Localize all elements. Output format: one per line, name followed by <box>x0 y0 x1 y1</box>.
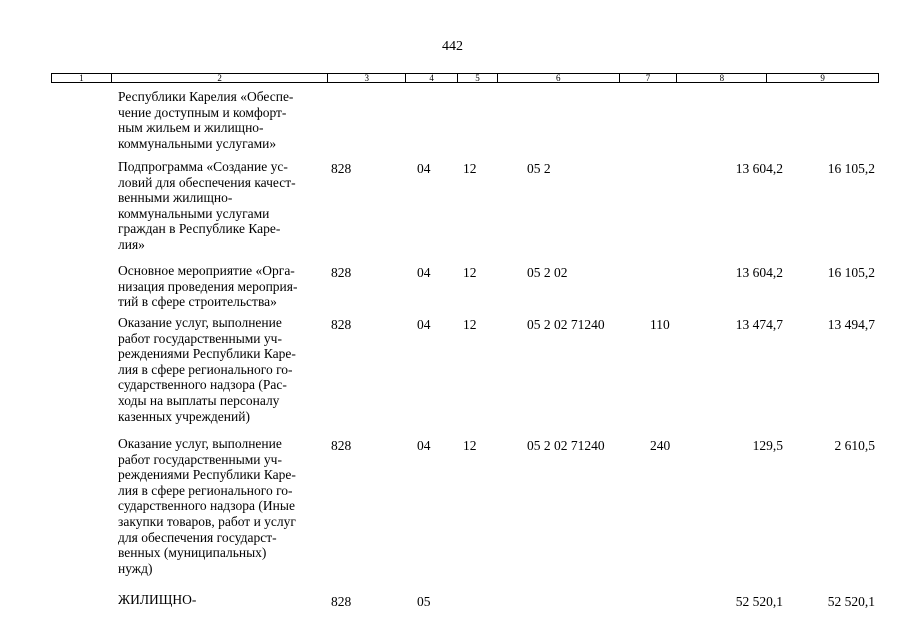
header-col-7: 7 <box>619 74 677 82</box>
row-description: Основное мероприятие «Орга- низация проведения мероприя- тий в сфере строительства» <box>118 263 298 310</box>
row-cell-c8: 129,5 <box>752 438 783 453</box>
header-col-8: 8 <box>676 74 766 82</box>
table-header-numbering <box>51 73 879 83</box>
row-description: Подпрограмма «Создание ус- ловий для обеспечения качест- венными жилищно- коммунальными услугами граждан в Республике Каре- лия» <box>118 159 296 252</box>
row-cell-c3: 828 <box>331 594 352 609</box>
row-cell-c4: 04 <box>417 438 431 453</box>
row-cell-c5: 12 <box>463 317 477 332</box>
header-col-4: 4 <box>405 74 457 82</box>
row-cell-c6: 05 2 <box>527 161 551 176</box>
header-col-9: 9 <box>766 74 878 82</box>
row-cell-c5: 12 <box>463 265 477 280</box>
row-cell-c5: 12 <box>463 438 477 453</box>
row-cell-c3: 828 <box>331 265 352 280</box>
row-cell-c8: 13 604,2 <box>735 265 783 280</box>
header-col-3: 3 <box>327 74 405 82</box>
row-description: Республики Карелия «Обеспе- чение доступным и комфорт- ным жильем и жилищно- коммунальными услугами» <box>118 89 294 151</box>
row-cell-c4: 04 <box>417 161 431 176</box>
row-description: Оказание услуг, выполнение работ государственными уч- реждениями Республики Каре- лия в сфере регионального го- сударственного надзора (Рас- ходы на выплаты персоналу казенных учреждений) <box>118 315 296 424</box>
row-cell-c6: 05 2 02 71240 <box>527 438 605 453</box>
row-cell-c9: 13 494,7 <box>827 317 875 332</box>
row-cell-c9: 16 105,2 <box>827 161 875 176</box>
row-cell-c4: 04 <box>417 317 431 332</box>
header-col-5: 5 <box>457 74 497 82</box>
row-cell-c8: 52 520,1 <box>735 594 783 609</box>
header-col-1: 1 <box>79 73 84 83</box>
row-cell-c3: 828 <box>331 438 352 453</box>
header-col-6: 6 <box>497 74 619 82</box>
row-cell-c4: 05 <box>417 594 431 609</box>
row-cell-c5: 12 <box>463 161 477 176</box>
row-cell-c6: 05 2 02 71240 <box>527 317 605 332</box>
row-cell-c6: 05 2 02 <box>527 265 568 280</box>
row-description: ЖИЛИЩНО- <box>118 592 197 607</box>
row-cell-c8: 13 604,2 <box>735 161 783 176</box>
row-cell-c9: 2 610,5 <box>834 438 875 453</box>
row-description: Оказание услуг, выполнение работ государственными уч- реждениями Республики Каре- лия в сфере регионального го- сударственного надзора (Иные закупки товаров, работ и услуг для обеспечения государст- венных (муниципальных) нужд) <box>118 436 296 576</box>
row-cell-c8: 13 474,7 <box>735 317 783 332</box>
row-cell-c7: 110 <box>650 317 670 332</box>
row-cell-c7: 240 <box>650 438 671 453</box>
header-col-2: 2 <box>111 74 327 82</box>
row-cell-c9: 52 520,1 <box>827 594 875 609</box>
row-cell-c4: 04 <box>417 265 431 280</box>
row-cell-c9: 16 105,2 <box>827 265 875 280</box>
row-cell-c3: 828 <box>331 317 352 332</box>
page-number: 442 <box>442 39 463 54</box>
row-cell-c3: 828 <box>331 161 352 176</box>
